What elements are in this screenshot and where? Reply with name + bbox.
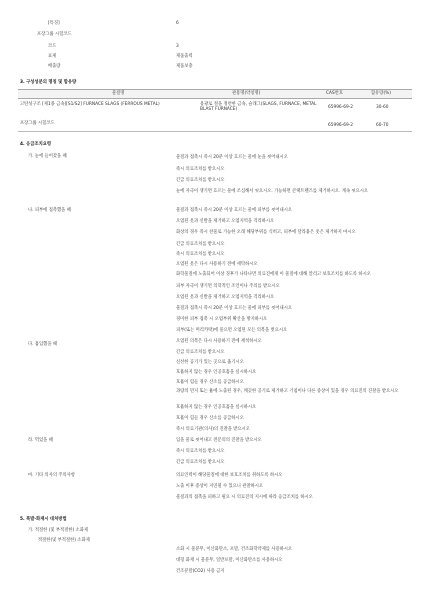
- composition-table-header: [18, 89, 412, 99]
- phys-line-2: 물질과의 접촉을 피하고 필요 시 의료진의 지시에 따라 응급조치를 하시오: [176, 495, 313, 500]
- skin-line-12: 오염된 의복은 다시 사용하기 전에 세척하시오: [176, 339, 262, 344]
- extinguishing-media-label: 가. 적절한 (및 부적절한) 소화제: [28, 528, 88, 533]
- skin-line-10: 경미한 피부 접촉 시 오염부위 확산을 방지하시오: [176, 317, 268, 322]
- phys-line-0: 의료인력이 해당물질에 대한 보호조치를 취하도록 하시오: [176, 473, 283, 478]
- table-row-1-name: 포장그룹 시험코드: [20, 121, 55, 126]
- skin-line-0: 물질과 접촉시 즉시 20분 이상 흐르는 물에 피부를 씻어내시오: [176, 208, 293, 213]
- field-label-1: 포장그룹 시험코드: [37, 32, 72, 37]
- eye-line-0: 물질과 접촉시 즉시 20분 이상 흐르는 물에 눈을 씻어내시오: [176, 155, 288, 160]
- skin-line-4: 즉시 의료조치를 받으시오: [176, 252, 225, 257]
- ext-line-1: 대형 화재 시 물분무, 일반포말, 이산화탄소를 사용하시오: [176, 558, 283, 563]
- field-value-3: 제품출력: [176, 54, 193, 59]
- table-row-0-pct: 30-60: [376, 105, 389, 110]
- table-row-1-cas: 65996-69-2: [328, 123, 353, 128]
- first-aid-physician-label: 마. 기타 의사의 주의사항: [28, 473, 75, 478]
- field-value-2: 3: [176, 44, 179, 49]
- first-aid-eye-label: 가. 눈에 들어갔을 때: [28, 154, 67, 159]
- col-header-name: 물질명: [112, 91, 125, 96]
- section-3-title: 3. 구성성분의 명칭 및 함유량: [20, 80, 77, 85]
- inhal-line-3: 호흡이 힘들 경우 산소를 공급하시오: [176, 380, 244, 385]
- field-label-3: 표제: [48, 54, 57, 59]
- skin-line-7: 피부 자극이 생기면 의학적인 조언이나 주의를 받으시오: [176, 284, 280, 289]
- inhal-line-1: 신선한 공기가 있는 곳으로 옮기시오: [176, 360, 244, 365]
- skin-line-3: 긴급 의료조치를 받으시오: [176, 242, 225, 247]
- skin-line-11: 피부(또는 머리카락)에 묻으면 오염된 모든 의복을 벗으시오: [176, 328, 288, 333]
- skin-line-1: 오염된 옷과 신발을 제거하고 오염지역을 격리하시오: [176, 219, 275, 224]
- inhal-line-4: 과량의 먼지 또는 흄에 노출된 경우, 깨끗한 공기로 제거하고 기침이나 다른 증상이 있을 경우 의료진의 진찰을 받으시오: [176, 389, 399, 394]
- section-5-title: 5. 폭발·화재시 대처방법: [20, 517, 67, 522]
- skin-line-2: 화상의 경우 즉시 찬물로 가능한 오래 해당부위를 식히고, 피부에 달라붙은 옷은 제거하지 마시오: [176, 230, 356, 235]
- ext-line-0: 소화 시 물분무, 이산화탄소, 포말, 건조화학약제를 사용하시오: [176, 547, 293, 552]
- field-label-0: [특징]: [48, 21, 60, 26]
- inhal-line-7: 즉시 의료기관(의사)의 진찰을 받으시오: [176, 427, 250, 432]
- field-label-2: 코드: [48, 44, 57, 49]
- ingest-line-1: 즉시 의료조치를 받으시오: [176, 449, 225, 454]
- field-label-4: 배출량: [48, 64, 61, 69]
- table-bottom-rule: [18, 131, 412, 132]
- col-header-cas: CAS번호: [326, 91, 343, 96]
- table-row-1-pct: 60-70: [376, 123, 389, 128]
- col-header-common: 관용명(약칭명): [232, 91, 261, 96]
- inhal-line-6: 호흡이 힘들 경우 산소를 공급하시오: [176, 416, 244, 421]
- table-row-0-common: 용광로 철을 정련한 금속, 슬래그(SLAGS, FURNACE, METAL BLAST FURNACE): [200, 102, 317, 113]
- field-value-0: 6: [176, 21, 179, 26]
- section-4-title: 4. 응급조치요령: [20, 142, 52, 147]
- inhal-line-2: 호흡하지 않는 경우 인공호흡을 실시하시오: [176, 370, 257, 375]
- eye-line-3: 눈에 자극이 생기면 흐르는 물에 조심해서 씻으시오. 가능하면 콘택트렌즈를 제거하시오. 계속 씻으시오: [176, 189, 369, 194]
- inhal-line-0: 긴급 의료조치를 받으시오: [176, 350, 225, 355]
- first-aid-skin-label: 나. 피부에 접촉했을 때: [28, 208, 71, 213]
- col-header-pct: 함유량(%): [371, 91, 391, 96]
- field-value-4: 제품보충: [176, 64, 193, 69]
- ext-line-2: 건조분말(CO2) 사용 금지: [176, 569, 225, 574]
- eye-line-1: 즉시 의료조치를 받으시오: [176, 167, 225, 172]
- skin-line-5: 오염된 옷은 다시 사용하기 전에 세탁하시오: [176, 262, 258, 267]
- first-aid-inhalation-label: 다. 흡입했을 때: [28, 342, 58, 347]
- table-row-0-cas: 65996-69-2: [328, 105, 353, 110]
- table-row-0-name: 고탄성구조 [제1종 금속][S1/S2] FURNACE SLAGS (FERROUS METAL): [20, 102, 160, 107]
- inhal-line-5: 호흡하지 않는 경우 인공호흡을 실시하시오: [176, 405, 257, 410]
- skin-line-6: 화학물질에 노출되어 이상 징후가 나타나면 의료진에게 이 물질에 대해 알리고 보호조치를 하도록 하시오: [176, 272, 371, 277]
- phys-line-1: 노출 이후 증상이 지연될 수 있으니 관찰하시오: [176, 484, 264, 489]
- skin-line-9: 물질과 접촉시 즉시 20분 이상 흐르는 물에 피부를 씻어내시오: [176, 306, 293, 311]
- extinguishing-media-sub: 적절한(및 부적절한) 소화제: [38, 538, 90, 543]
- eye-line-2: 긴급 의료조치를 받으시오: [176, 178, 225, 183]
- skin-line-8: 오염된 옷과 신발을 제거하고 오염지역을 격리하시오: [176, 295, 275, 300]
- ingest-line-0: 입을 물로 씻어내고 전문의의 진찰을 받으시오: [176, 438, 262, 443]
- ingest-line-2: 긴급 의료조치를 받으시오: [176, 460, 225, 465]
- first-aid-ingestion-label: 라. 먹었을 때: [28, 438, 53, 443]
